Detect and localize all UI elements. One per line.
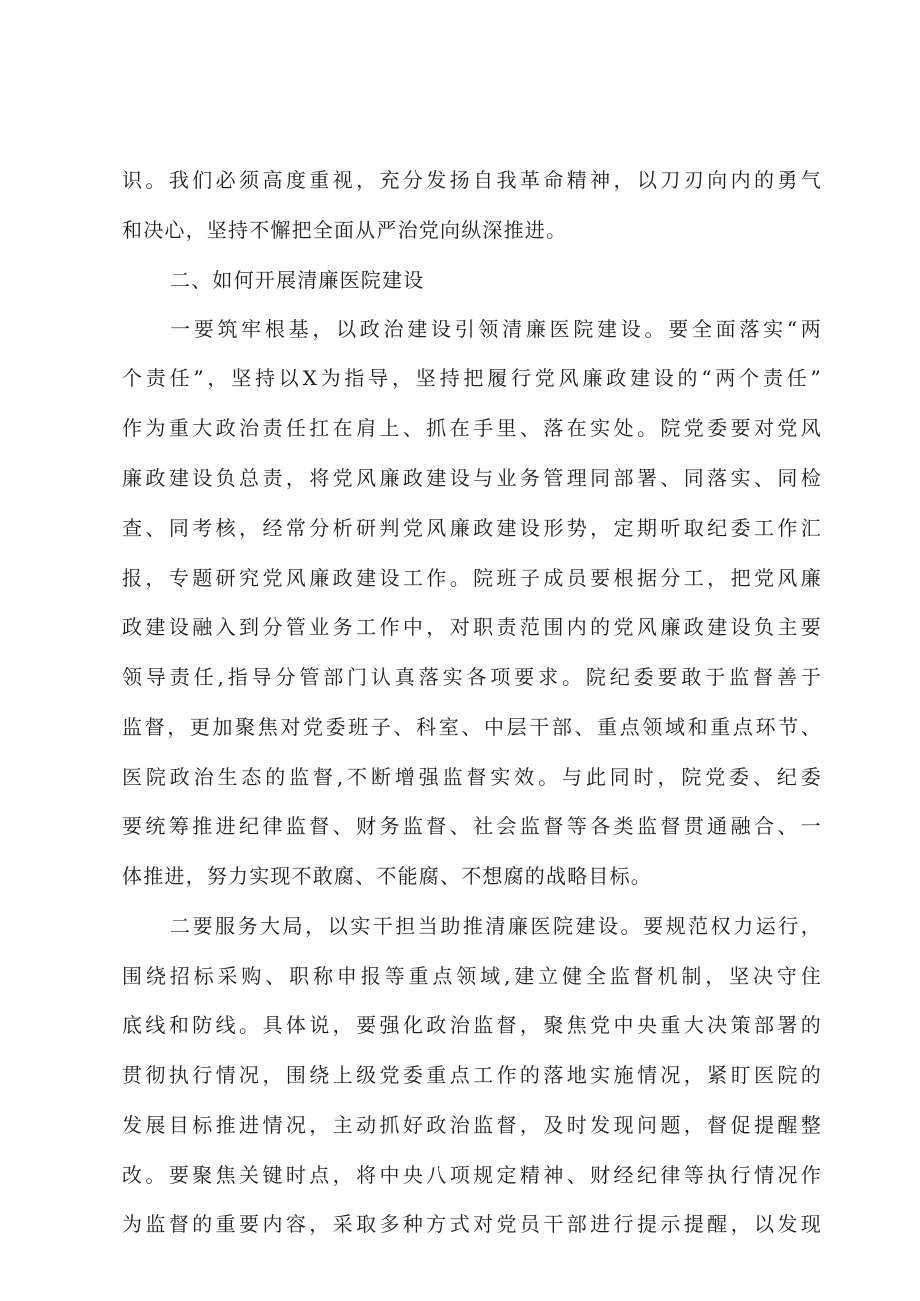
text-line: 廉政建设负总责，将党风廉政建设与业务管理同部署、同落实、同检 <box>122 466 822 490</box>
text-line: 个责任”，坚持以X为指导，坚持把履行党风廉政建设的“两个责任” <box>122 366 822 390</box>
text-line: 政建设融入到分管业务工作中，对职责范围内的党风廉政建设负主要 <box>122 615 822 639</box>
section-heading: 二、如何开展清廉医院建设 <box>170 268 425 292</box>
text-line: 底线和防线。具体说，要强化政治监督，聚焦党中央重大决策部署的 <box>122 1013 822 1037</box>
text-line: 医院政治生态的监督,不断增强监督实效。与此同时，院党委、纪委 <box>122 765 822 789</box>
text-line: 改。要聚焦关键时点，将中央八项规定精神、财经纪律等执行情况作 <box>122 1163 822 1187</box>
text-line: 体推进，努力实现不敢腐、不能腐、不想腐的战略目标。 <box>122 864 652 888</box>
text-line: 和决心，坚持不懈把全面从严治党向纵深推进。 <box>122 218 568 242</box>
text-line: 一要筑牢根基，以政治建设引领清廉医院建设。要全面落实“两 <box>170 317 822 341</box>
text-line: 要统筹推进纪律监督、财务监督、社会监督等各类监督贯通融合、一 <box>122 814 822 838</box>
text-line: 发展目标推进情况，主动抓好政治监督，及时发现问题，督促提醒整 <box>122 1113 822 1137</box>
text-line: 贯彻执行情况，围绕上级党委重点工作的落地实施情况，紧盯医院的 <box>122 1063 822 1087</box>
text-line: 二要服务大局，以实干担当助推清廉医院建设。要规范权力运行， <box>170 914 822 938</box>
text-line: 为监督的重要内容，采取多种方式对党员干部进行提示提醒，以发现 <box>122 1212 822 1236</box>
text-line: 报，专题研究党风廉政建设工作。院班子成员要根据分工，把党风廉 <box>122 566 822 590</box>
text-line: 围绕招标采购、职称申报等重点领域,建立健全监督机制，坚决守住 <box>122 964 822 988</box>
text-line: 作为重大政治责任扛在肩上、抓在手里、落在实处。院党委要对党风 <box>122 416 822 440</box>
text-line: 监督，更加聚焦对党委班子、科室、中层干部、重点领域和重点环节、 <box>122 715 822 739</box>
text-line: 识。我们必须高度重视，充分发扬自我革命精神，以刀刃向内的勇气 <box>122 168 822 192</box>
text-line: 查、同考核，经常分析研判党风廉政建设形势，定期听取纪委工作汇 <box>122 516 822 540</box>
text-line: 领导责任,指导分管部门认真落实各项要求。院纪委要敢于监督善于 <box>122 665 822 689</box>
